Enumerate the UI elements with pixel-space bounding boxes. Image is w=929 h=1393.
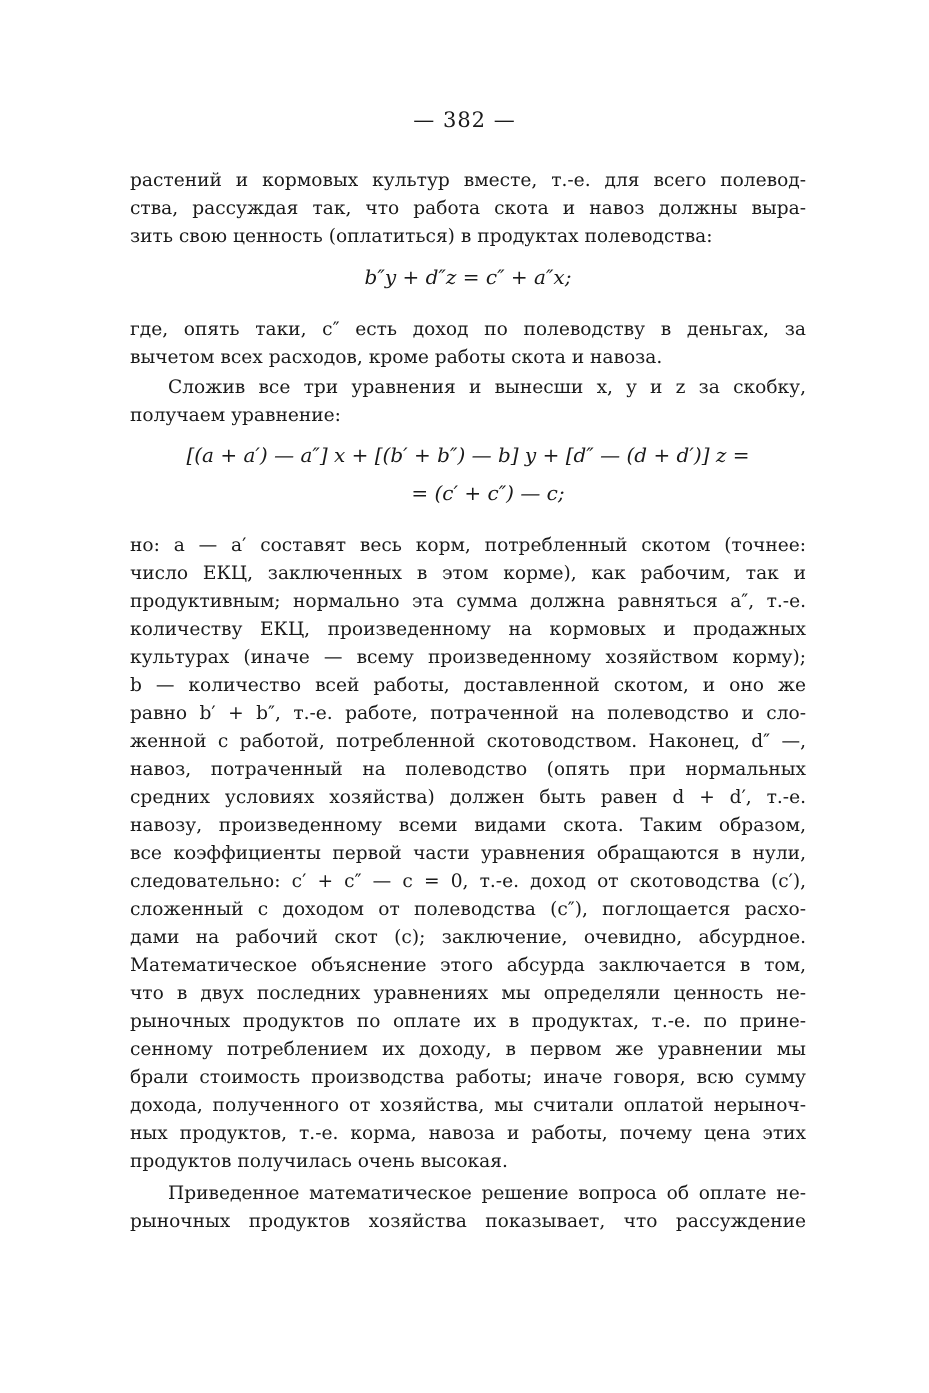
text-line: рыночных продуктов хозяйства показывает, что рассуждение <box>130 1211 806 1232</box>
paragraph-1 <box>130 167 806 251</box>
text-line: Приведенное математическое решение вопроса об оплате не- <box>168 1183 806 1204</box>
text-line: но: a — a′ составят весь корм, потребленный скотом (точнее: <box>130 535 806 556</box>
text-line: равно b′ + b″, т.-е. работе, потраченной на полеводство и сло- <box>130 703 806 724</box>
text-line: Сложив все три уравнения и вынесши x, y и z за скобку, <box>168 377 806 398</box>
text-line: навоз, потраченный на полеводство (опять при нормальных <box>130 759 806 780</box>
text-line: навозу, произведенному всеми видами скота. Таким образом, <box>130 815 806 836</box>
text-line: средних условиях хозяйства) должен быть равен d + d′, т.-е. <box>130 787 806 808</box>
text-line: ных продуктов, т.-е. корма, навоза и работы, почему цена этих <box>130 1123 806 1144</box>
text-line: растений и кормовых культур вместе, т.-е. для всего полевод- <box>130 170 806 191</box>
text-line: число ЕКЦ, заключенных в этом корме), как рабочим, так и <box>130 563 806 584</box>
text-line: вычетом всех расходов, кроме работы скота и навоза. <box>130 347 663 368</box>
text-line: что в двух последних уравнениях мы определяли ценность не- <box>130 983 806 1004</box>
text-line: где, опять таки, c″ есть доход по полеводству в деньгах, за <box>130 319 806 340</box>
text-line: следовательно: c′ + c″ — c = 0, т.-е. доход от скотоводства (c′), <box>130 871 806 892</box>
text-line: количеству ЕКЦ, произведенному на кормовых и продажных <box>130 619 806 640</box>
formula-2-line-1: [(a + a′) — a″] x + [(b′ + b″) — b] y + [d″ — (d + d′)] z = <box>186 443 750 467</box>
text-line: все коэффициенты первой части уравнения обращаются в нули, <box>130 843 806 864</box>
page-number: — 382 — <box>413 108 516 132</box>
text-line: зить свою ценность (оплатиться) в продуктах полеводства: <box>130 226 713 247</box>
text-line: сенному потреблением их доходу, в первом же уравнении мы <box>130 1039 806 1060</box>
paragraph-3 <box>130 374 806 430</box>
text-line: дами на рабочий скот (c); заключение, очевидно, абсурдное. <box>130 927 806 948</box>
text-line: дохода, полученного от хозяйства, мы считали оплатой нерыноч- <box>130 1095 806 1116</box>
text-line: рыночных продуктов по оплате их в продуктах, т.-е. по прине- <box>130 1011 806 1032</box>
text-line: женной с работой, потребленной скотоводством. Наконец, d″ —, <box>130 731 806 752</box>
text-line: продуктивным; нормально эта сумма должна равняться a″, т.-е. <box>130 591 806 612</box>
paragraph-2 <box>130 316 806 372</box>
text-line: Математическое объяснение этого абсурда заключается в том, <box>130 955 806 976</box>
text-line: получаем уравнение: <box>130 405 341 426</box>
paragraph-4 <box>130 532 806 1176</box>
text-line: ства, рассуждая так, что работа скота и навоз должны выра- <box>130 198 806 219</box>
text-line: брали стоимость производства работы; иначе говоря, всю сумму <box>130 1067 806 1088</box>
text-line: продуктов получилась очень высокая. <box>130 1151 508 1172</box>
formula-1: b″y + d″z = c″ + a″x; <box>364 265 572 289</box>
text-line: сложенный с доходом от полеводства (c″), поглощается расхо- <box>130 899 806 920</box>
formula-2-line-2: = (c′ + c″) — c; <box>411 481 565 505</box>
text-line: b — количество всей работы, доставленной скотом, и оно же <box>130 675 806 696</box>
text-line: культурах (иначе — всему произведенному хозяйством корму); <box>130 647 806 668</box>
paragraph-5 <box>130 1180 806 1236</box>
